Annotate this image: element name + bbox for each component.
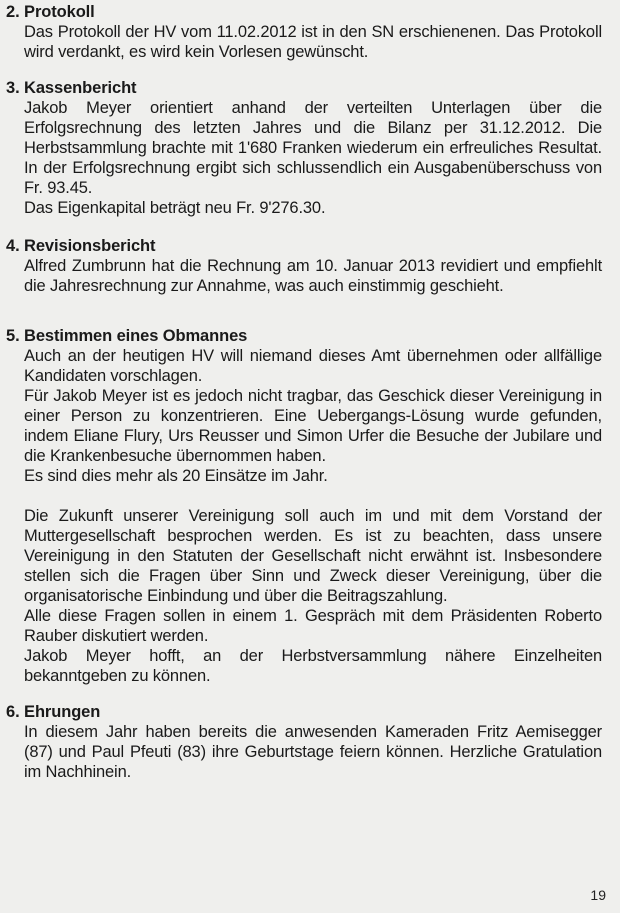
paragraph: Alfred Zumbrunn hat die Rechnung am 10. Januar 2013 revidiert und empfiehlt die Jahresrechnung zur Annahme, was auch einstimmig geschieht. xyxy=(24,257,602,295)
section-heading: 2. Protokoll xyxy=(6,3,95,21)
section-body xyxy=(24,22,602,62)
section-protokoll xyxy=(6,2,602,62)
section-heading: 6. Ehrungen xyxy=(6,703,101,721)
section-body xyxy=(24,98,602,218)
section-obmann xyxy=(6,326,602,686)
paragraph: Jakob Meyer hofft, an der Herbstversammlung nähere Einzelheiten bekanntgeben zu können. xyxy=(24,647,602,685)
paragraph: Das Protokoll der HV vom 11.02.2012 ist in den SN erschienenen. Das Protokoll wird verdankt, es wird kein Vorlesen gewünscht. xyxy=(24,23,602,61)
section-body xyxy=(24,346,602,686)
section-heading: 5. Bestimmen eines Obmannes xyxy=(6,327,248,345)
section-body xyxy=(24,722,602,782)
section-kassenbericht xyxy=(6,78,602,218)
section-heading: 4. Revisionsbericht xyxy=(6,237,156,255)
paragraph: Auch an der heutigen HV will niemand dieses Amt übernehmen oder allfällige Kandidaten vorschlagen. xyxy=(24,347,602,385)
paragraph: Für Jakob Meyer ist es jedoch nicht tragbar, das Geschick dieser Vereinigung in einer Person zu konzentrieren. Eine Uebergangs-Lösung wurde gefunden, indem Eliane Flury, Urs Reusser und Simon Urfer die Besuche der Jubilare und die Krankenbesuche übernommen haben. xyxy=(24,387,602,465)
paragraph: Das Eigenkapital beträgt neu Fr. 9'276.30. xyxy=(24,199,326,217)
paragraph: Es sind dies mehr als 20 Einsätze im Jahr. xyxy=(24,467,328,485)
paragraph: Jakob Meyer orientiert anhand der verteilten Unterlagen über die Erfolgsrechnung des letzten Jahres und die Bilanz per 31.12.2012. Die Herbstsammlung brachte mit 1'680 Franken wiederum ein erfreuliches Resultat. In der Erfolgsrechnung ergibt sich schlussendlich ein Ausgabenüberschuss von Fr. 93.45. xyxy=(24,99,602,197)
section-revisionsbericht xyxy=(6,236,602,296)
paragraph: Alle diese Fragen sollen in einem 1. Gespräch mit dem Präsidenten Roberto Rauber diskutiert werden. xyxy=(24,607,602,645)
page-number: 19 xyxy=(590,887,606,903)
paragraph: Die Zukunft unserer Vereinigung soll auch im und mit dem Vorstand der Muttergesellschaft besprochen werden. Es ist zu beachten, dass unsere Vereinigung in den Statuten der Gesellschaft nicht erwähnt ist. Insbesondere stellen sich die Fragen über Sinn und Zweck dieser Vereinigung, über die organisatorische Einbindung und über die Beitragszahlung. xyxy=(24,507,602,605)
section-heading: 3. Kassenbericht xyxy=(6,79,137,97)
paragraph-gap xyxy=(24,486,602,506)
section-ehrungen xyxy=(6,702,602,782)
paragraph: In diesem Jahr haben bereits die anwesenden Kameraden Fritz Aemisegger (87) und Paul Pfeuti (83) ihre Geburtstage feiern können. Herzliche Gratulation im Nachhinein. xyxy=(24,723,602,781)
section-body xyxy=(24,256,602,296)
